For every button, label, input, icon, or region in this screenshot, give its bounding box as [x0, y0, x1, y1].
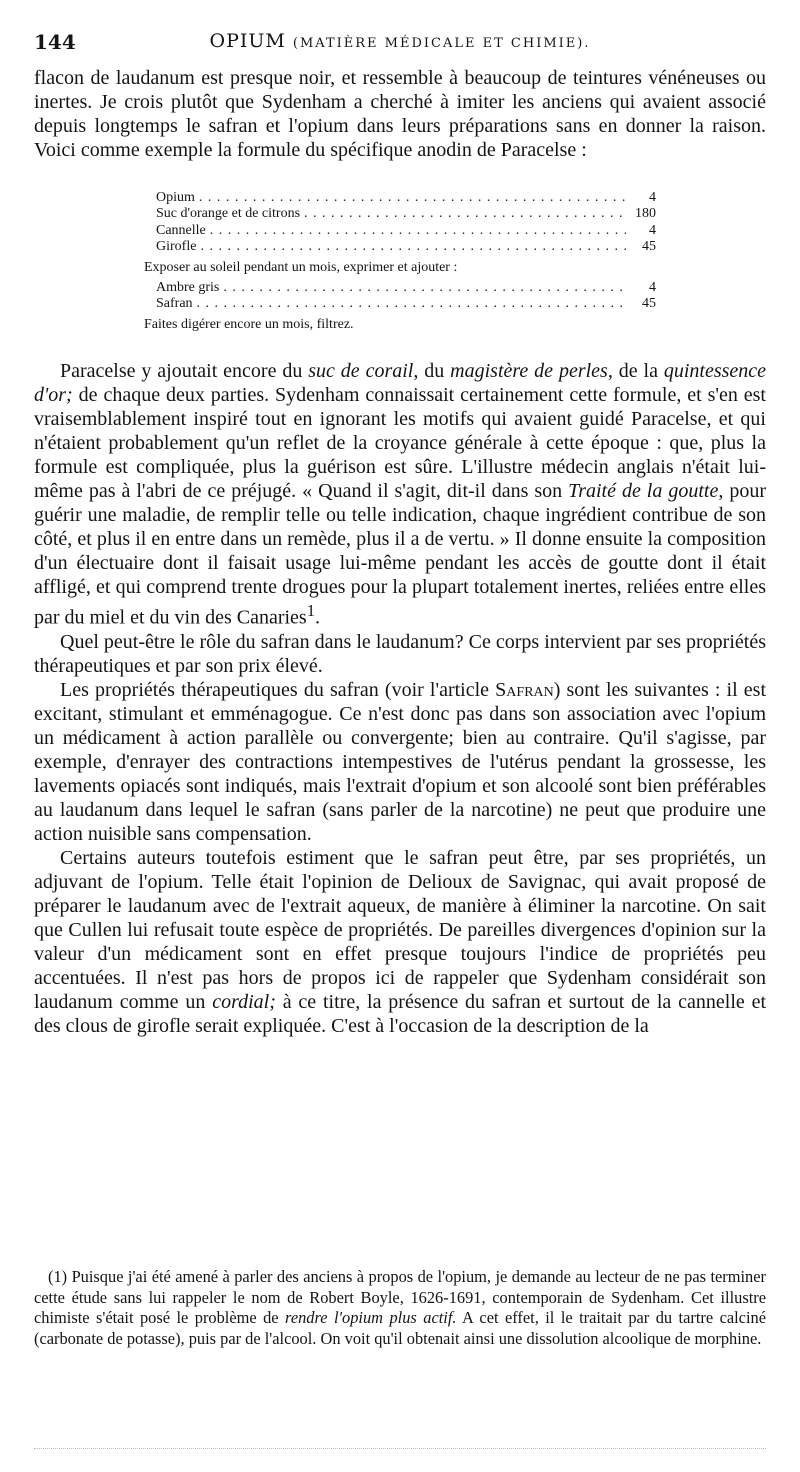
- bottom-divider: [34, 1448, 766, 1449]
- running-head: [34, 28, 766, 58]
- text-run: A cet effet, il le traitait par du tartre calciné (carbonate de potasse), puis par de l'alcool. On voit qu'il obtenait ainsi une dissolution alcoolique de morphine.: [34, 1308, 766, 1348]
- text-run: à ce titre, la présence du safran et surtout de la cannelle et des clous de girofle serait expliquée. C'est à l'occasion de la description de la: [34, 990, 767, 1037]
- ingredient-quantity: 4: [649, 190, 656, 205]
- formula-row: [144, 190, 656, 206]
- footnote-text: [34, 1267, 766, 1349]
- text-run: (1) Puisque j'ai été amené à parler des anciens à propos de l'opium, je demande au lecteur de ne pas terminer cette étude sans lui rappeler le nom de Robert Boyle, 1626-1691, contemporain de Sydenham. Cet illustre chimiste s'était posé le problème de: [34, 1267, 766, 1327]
- header-title: [34, 30, 766, 52]
- text-run: Paracelse y ajoutait encore du: [60, 360, 309, 383]
- footnote-reference: 1: [306, 601, 316, 621]
- ingredient-name: Ambre gris: [156, 280, 220, 296]
- leader-dots: [304, 206, 626, 222]
- formula-row: [144, 223, 656, 239]
- ingredient-name: Safran: [156, 296, 193, 312]
- leader-dots: [223, 280, 626, 296]
- leader-dots: [210, 223, 626, 239]
- ingredient-name: Opium: [156, 190, 195, 205]
- ingredient-name: Girofle: [156, 239, 197, 255]
- body-text: [34, 66, 766, 1038]
- text-run: .: [315, 606, 321, 629]
- intro-paragraph: flacon de laudanum est presque noir, et ressemble à beaucoup de teintures vénéneuses ou inertes. Je crois plutôt que Sydenham a cherché à imiter les anciens qui avaient associé depuis longtemps le safran et l'opium dans leurs préparations sans en donner la raison. Voici comme exemple la formule du spécifique anodin de Paracelse :: [34, 67, 766, 161]
- header-title-sub: (MATIÈRE MÉDICALE ET CHIMIE).: [292, 36, 591, 51]
- text-run: , pour guérir une maladie, de remplir telle ou telle indication, chaque ingrédient contribue de son côté, et plus il en entre dans un remède, plus il a de vertu. » Il donne ensuite la composition d'un électuaire dont il faisait usage lui-même pendant les accès de goutte dont il était affligé, et qui comprend trente drogues pour la plupart totalement inertes, reliées entre elles par du miel et du vin des Canaries: [34, 480, 766, 629]
- ingredient-quantity: 4: [649, 222, 656, 238]
- page-number: 144: [34, 30, 76, 54]
- text-run: Les propriétés thérapeutiques du safran (voir l'article: [60, 678, 496, 701]
- ingredient-quantity: 4: [649, 280, 656, 296]
- ingredient-quantity: 180: [635, 206, 656, 222]
- header-title-main: OPIUM: [209, 30, 286, 52]
- italic-run: Traité de la goutte: [568, 480, 719, 503]
- leader-dots: [199, 190, 626, 206]
- paragraph-adjuvant: [34, 846, 766, 1038]
- italic-run: suc de corail: [308, 360, 414, 383]
- ingredient-quantity: 45: [642, 296, 656, 312]
- ingredient-name: Suc d'orange et de citrons: [156, 206, 301, 222]
- small-caps-run: Safran: [495, 678, 554, 701]
- formula-row: [144, 296, 656, 312]
- paragraph-paracelse: [34, 359, 766, 630]
- ingredient-name: Cannelle: [156, 222, 206, 238]
- leader-dots: [197, 296, 626, 312]
- text-run: Certains auteurs toutefois estiment que le safran peut être, par ses propriétés, un adjuvant de l'opium. Telle était l'opinion de Delioux de Savignac, qui avait proposé de préparer le laudanum avec de l'extrait aqueux, de manière à éliminer la narcotine. On sait que Cullen lui refusait toute espèce de propriétés. De pareilles divergences d'opinion sur la valeur d'un médicament sont en effet presque toujours l'indice de propriétés peu accentuées. Il n'est pas hors de propos ici de rappeler que Sydenham considérait son laudanum comme un: [34, 846, 766, 1013]
- paragraph-role-safran: Quel peut-être le rôle du safran dans le laudanum? Ce corps intervient par ses propriétés thérapeutiques et par son prix élevé.: [34, 630, 766, 677]
- text-run: , du: [413, 360, 451, 383]
- text-run: de chaque deux parties. Sydenham connaissait certainement cette formule, et s'en est vraisemblablement inspiré tout en ignorant les motifs qui avaient guidé Paracelse, et qui n'étaient probablement qu'un reflet de la croyance générale à cette époque : que, plus la formule est compliquée, plus la guérison est sûre. L'illustre médecin anglais n'était lui-même pas à l'abri de ce préjugé. « Quand il s'agit, dit-il dans son: [34, 384, 766, 503]
- text-run: ) sont les suivantes : il est excitant, stimulant et emménagogue. Ce n'est donc pas dans son association avec l'opium un médicament à action parallèle ou convergente; bien au contraire. Qu'il s'agisse, par exemple, d'enrayer des contractions intempestives de l'utérus pendant la grossesse, les lavements opiacés sont indiqués, mais l'extrait d'opium et son alcoolé sont bien préférables au laudanum dans lequel le safran (sans parler de la narcotine) ne peut que produire une action nuisible sans compensation.: [34, 678, 767, 845]
- formula-instruction: Faites digérer encore un mois, filtrez.: [144, 316, 354, 332]
- paracelse-formula: [144, 190, 656, 333]
- formula-row: [144, 206, 656, 222]
- leader-dots: [200, 239, 626, 255]
- formula-instruction: Exposer au soleil pendant un mois, exprimer et ajouter :: [144, 259, 458, 275]
- italic-run: magistère de perles: [450, 360, 608, 383]
- italic-run: cordial;: [212, 990, 276, 1013]
- text-run: , de la: [607, 360, 664, 383]
- paragraph-proprietes: [34, 678, 766, 846]
- italic-run: quintessence d'or;: [34, 360, 767, 407]
- formula-row: [144, 280, 656, 296]
- italic-run: rendre l'opium plus actif.: [285, 1308, 457, 1327]
- footnote: [34, 1267, 766, 1349]
- ingredient-quantity: 45: [642, 239, 656, 255]
- formula-row: [144, 239, 656, 255]
